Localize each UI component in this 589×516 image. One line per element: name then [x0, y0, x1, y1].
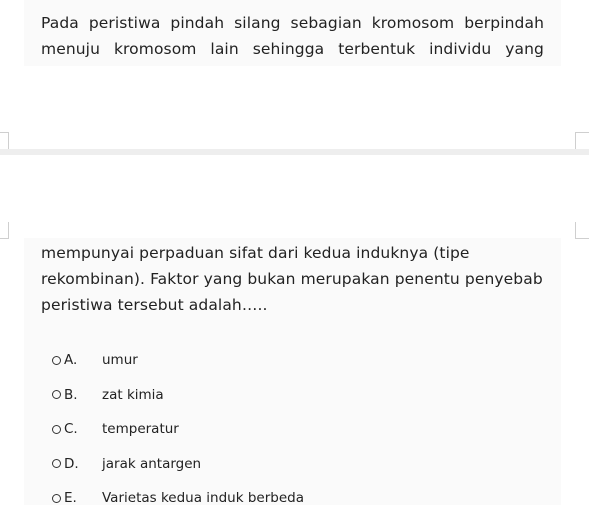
radio-icon[interactable] [52, 459, 61, 468]
option-e[interactable] [52, 481, 532, 516]
option-text: jarak antargen [102, 455, 202, 472]
page-divider [0, 149, 589, 155]
option-b[interactable] [52, 378, 532, 413]
option-letter: B. [64, 386, 78, 403]
option-letter: D. [64, 455, 79, 472]
option-text: zat kimia [102, 386, 164, 403]
question-card-bottom [24, 238, 561, 505]
option-a[interactable] [52, 343, 532, 378]
radio-icon[interactable] [52, 494, 61, 503]
option-text: Varietas kedua induk berbeda [102, 490, 304, 507]
option-d[interactable] [52, 447, 532, 482]
question-line: menuju kromosom lain sehingga terbentuk individu yang [41, 40, 544, 58]
option-text: temperatur [102, 421, 179, 438]
radio-icon[interactable] [52, 390, 61, 399]
question-text-part1 [41, 10, 544, 62]
crop-marker [0, 222, 9, 239]
radio-icon[interactable] [52, 425, 61, 434]
option-c[interactable] [52, 412, 532, 447]
answer-options [52, 343, 532, 516]
crop-marker [575, 222, 589, 239]
radio-icon[interactable] [52, 356, 61, 365]
option-letter: C. [64, 421, 78, 438]
question-line: mempunyai perpaduan sifat dari kedua induknya (tipe [41, 244, 470, 262]
question-card-top [24, 0, 561, 66]
question-text-part2 [41, 240, 544, 318]
option-letter: E. [64, 490, 77, 507]
option-letter: A. [64, 352, 78, 369]
question-line: rekombinan). Faktor yang bukan merupakan penentu penyebab [41, 270, 543, 288]
question-line: peristiwa tersebut adalah….. [41, 296, 268, 314]
question-line: Pada peristiwa pindah silang sebagian kromosom berpindah [41, 14, 544, 32]
option-text: umur [102, 352, 138, 369]
